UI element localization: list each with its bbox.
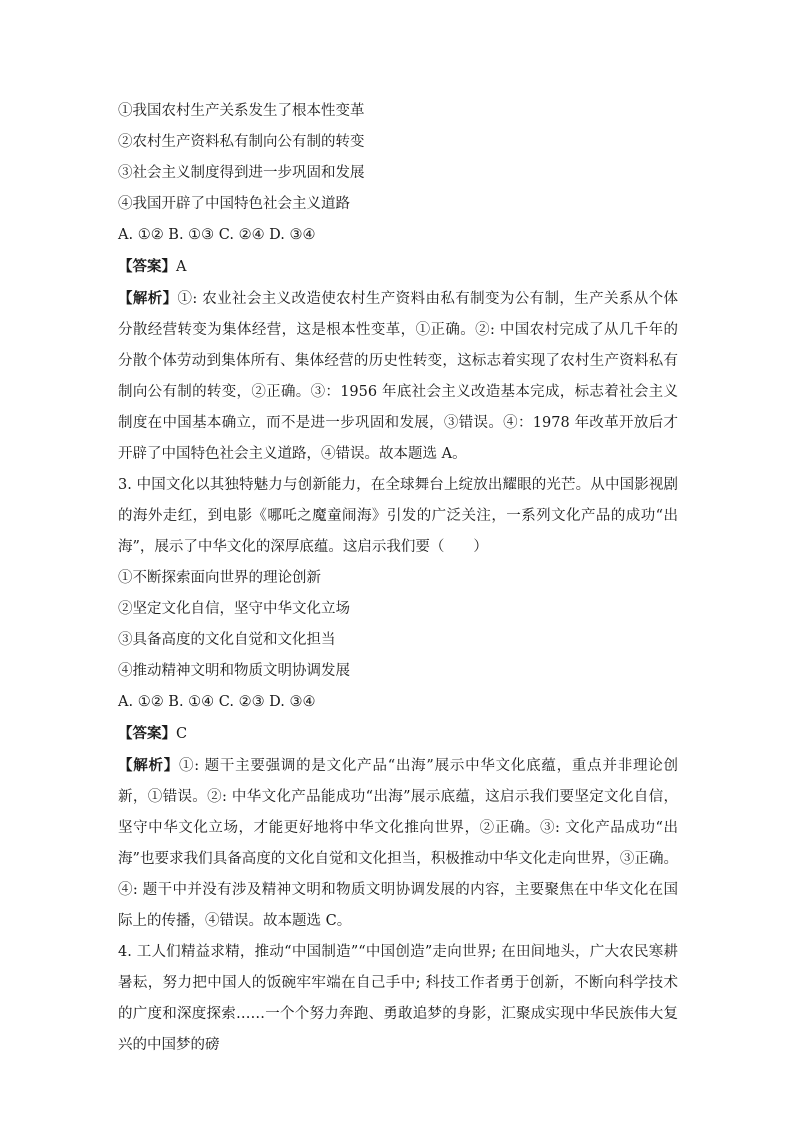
q2-answer-label: 【答案】 — [118, 258, 176, 275]
q3-option-1: ①不断探索面向世界的理论创新 — [118, 570, 321, 586]
q3-analysis-label: 【解析】 — [118, 757, 180, 774]
q3-stem: 3. 中国文化以其独特魅力与创新能力，在全球舞台上绽放出耀眼的光芒。从中国影视剧的海外走红，到电影《哪吒之魔童闹海》引发的广泛关注，一系列文化产品的成功“出海”，展示了中华文化的深厚底蕴。这启示我们要（ ） — [118, 477, 678, 555]
q2-answer-value: A — [176, 259, 187, 275]
q3-answer-label: 【答案】 — [118, 725, 176, 742]
q3-analysis — [118, 750, 678, 937]
q3-analysis-text: ①: 题干主要强调的是文化产品“出海”展示中华文化底蕴，重点并非理论创新，①错误。②: 中华文化产品能成功“出海”展示底蕴，这启示我们要坚定文化自信，坚守中华文化立场，才能更好地将中华文化推向世界，②正确。③: 文化产品成功“出海”也要求我们具备高度的文化自觉和文化担当，积极推动中华文化走向世界，③正确。④: 题干中并没有涉及精神文明和物质文明协调发展的内容，主要聚焦在中华文化在国际上的传播，④错误。故本题选 C。 — [118, 758, 678, 929]
q3-choices: A. ①② B. ①④ C. ②③ D. ③④ — [118, 694, 316, 710]
q3-option-3: ③具备高度的文化自觉和文化担当 — [118, 632, 336, 648]
q3-answer-value: C — [176, 726, 188, 742]
q2-option-3: ③社会主义制度得到进一步巩固和发展 — [118, 165, 365, 181]
q4-stem: 4. 工人们精益求精，推动“中国制造”“中国创造”走向世界; 在田间地头，广大农民寒耕暑耘，努力把中国人的饭碗牢牢端在自己手中; 科技工作者勇于创新，不断向科学技术的广度和深度探索……一个个努力奔跑、勇敢追梦的身影，汇聚成实现中华民族伟大复兴的中国梦的磅 — [118, 944, 678, 1053]
q2-choices: A. ①② B. ①③ C. ②④ D. ③④ — [118, 227, 316, 243]
q2-option-1: ①我国农村生产关系发生了根本性变革 — [118, 103, 365, 119]
q2-analysis — [118, 283, 678, 470]
q2-option-2: ②农村生产资料私有制向公有制的转变 — [118, 134, 365, 150]
document-page — [118, 96, 678, 1061]
q2-option-4: ④我国开辟了中国特色社会主义道路 — [118, 196, 350, 212]
q3-answer — [118, 718, 678, 750]
q2-analysis-label: 【解析】 — [118, 290, 178, 307]
q2-analysis-text: ①: 农业社会主义改造使农村生产资料由私有制变为公有制，生产关系从个体分散经营转变为集体经营，这是根本性变革，①正确。②: 中国农村完成了从几千年的分散个体劳动到集体所有、集体经营的历史性转变，这标志着实现了农村生产资料私有制向公有制的转变，②正确。③：1956 年底社会主义改造基本完成，标志着社会主义制度在中国基本确立，而不是进一步巩固和发展，③错误。④：1978 年改革开放后才开辟了中国特色社会主义道路，④错误。故本题选 A。 — [118, 291, 678, 462]
q2-answer — [118, 251, 678, 283]
q3-option-4: ④推动精神文明和物质文明协调发展 — [118, 663, 350, 679]
q3-option-2: ②坚定文化自信，坚守中华文化立场 — [118, 601, 350, 617]
